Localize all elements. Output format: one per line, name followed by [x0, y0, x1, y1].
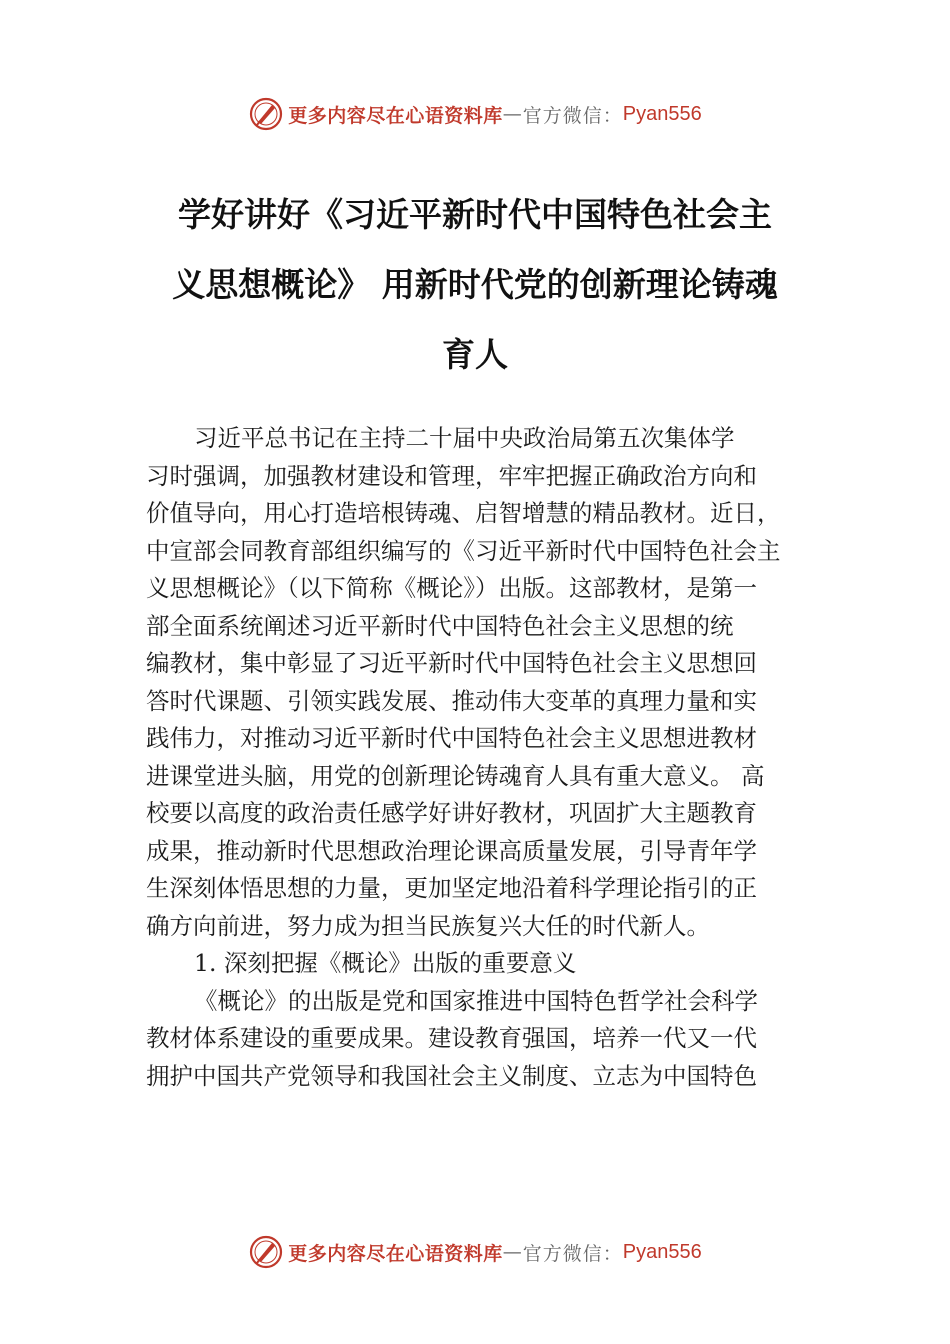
paragraph-line: 践伟力，对推动习近平新时代中国特色社会主义思想进教材 — [146, 724, 757, 752]
title-line: 学好讲好《习近平新时代中国特色社会主 — [178, 195, 772, 234]
paragraph-line: 拥护中国共产党领导和我国社会主义制度、立志为中国特色 — [146, 1061, 757, 1090]
paragraph-line: 答时代课题、引领实践发展、推动伟大变革的真理力量和实 — [146, 686, 757, 715]
quill-pen-seal-icon — [248, 1234, 284, 1270]
paragraph-line: 习近平总书记在主持二十届中央政治局第五次集体学 — [194, 424, 735, 452]
section-heading: 1. 深刻把握《概论》出版的重要意义 — [194, 949, 577, 977]
paragraph-line: 中宣部会同教育部组织编写的《习近平新时代中国特色社会主 — [146, 536, 781, 565]
paragraph-line: 校要以高度的政治责任感学好讲好教材，巩固扩大主题教育 — [146, 799, 757, 827]
paragraph-line: 价值导向，用心打造培根铸魂、启智增慧的精品教材。近日， — [146, 499, 781, 527]
paragraph-line: 生深刻体悟思想的力量，更加坚定地沿着科学理论指引的正 — [146, 874, 757, 902]
library-slogan: 更多内容尽在心语资料库 — [288, 1242, 503, 1265]
article-body — [146, 420, 808, 1095]
paragraph-line: 《概论》的出版是党和国家推进中国特色哲学社会科学 — [194, 986, 758, 1015]
paragraph-line: 成果，推动新时代思想政治理论课高质量发展，引导青年学 — [146, 836, 757, 865]
quill-pen-seal-icon — [248, 96, 284, 132]
paragraph-line: 习时强调，加强教材建设和管理，牢牢把握正确政治方向和 — [146, 461, 757, 490]
wechat-id: Pyan556 — [622, 1240, 702, 1263]
title-line: 育人 — [442, 335, 508, 374]
wechat-label: 官方微信： — [522, 1242, 623, 1265]
footer-banner — [0, 1232, 950, 1272]
title-line: 义思想概论》 用新时代党的创新理论铸魂 — [172, 265, 778, 304]
header-banner — [0, 94, 950, 134]
paragraph-line: 部全面系统阐述习近平新时代中国特色社会主义思想的统 — [146, 611, 734, 640]
wechat-label: 官方微信： — [522, 104, 623, 127]
paragraph-line: 确方向前进，努力成为担当民族复兴大任的时代新人。 — [146, 911, 710, 940]
banner-dash: — — [502, 103, 523, 125]
paragraph-line: 进课堂进头脑，用党的创新理论铸魂育人具有重大意义。 高 — [146, 761, 765, 790]
banner-dash: — — [502, 1241, 523, 1263]
document-title — [140, 180, 810, 390]
wechat-id: Pyan556 — [622, 102, 702, 125]
library-slogan: 更多内容尽在心语资料库 — [288, 104, 503, 127]
paragraph-line: 教材体系建设的重要成果。建设教育强国，培养一代又一代 — [146, 1024, 757, 1052]
paragraph-line: 义思想概论》（以下简称《概论》）出版。这部教材，是第一 — [146, 574, 757, 602]
paragraph-line: 编教材，集中彰显了习近平新时代中国特色社会主义思想回 — [146, 649, 757, 677]
